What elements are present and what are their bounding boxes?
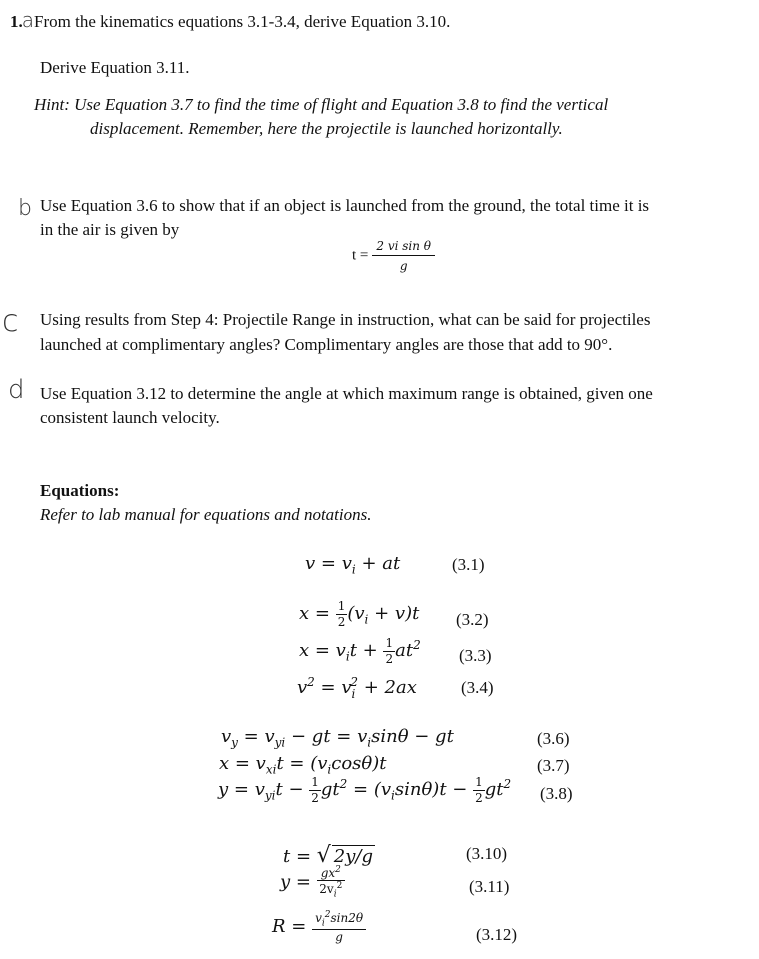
- handwritten-letter-d: d: [8, 375, 25, 405]
- question-1-text: From the kinematics equations 3.1-3.4, derive Equation 3.10.: [34, 12, 451, 31]
- formula-lhs: t =: [352, 247, 369, 264]
- equation-3-7: $x = v_{xi}t = (v_i\cos\theta)t$: [219, 753, 387, 777]
- question-b-line-2: in the air is given by: [40, 220, 180, 239]
- equation-3-3: $x = v_it$ + $\frac{1}{2}$ $at^2$: [299, 636, 421, 666]
- question-b-line-1: Use Equation 3.6 to show that if an object is launched from the ground, the total time it is: [40, 196, 650, 215]
- equation-label-3-11: (3.11): [469, 877, 510, 896]
- equation-3-8: $y = v_{yi}t$ − $\frac{1}{2}$ $gt^2 = (v_i\sin\theta)t$ − $\frac{1}{2}$ $gt^2$: [218, 775, 512, 805]
- equation-3-4: $v^2 = v_i^2 + 2ax$: [297, 675, 417, 701]
- question-1-line: [10, 8, 450, 34]
- handwritten-letter-a: a: [21, 8, 35, 32]
- equation-3-11: y = $\frac{gx^2}{2v_i^2}$: [280, 866, 345, 899]
- equation-3-1: $v = v_i$ + at: [305, 553, 401, 577]
- equation-label-3-7: (3.7): [537, 756, 570, 775]
- equation-label-3-3: (3.3): [459, 646, 492, 665]
- hint-line-1: Hint: Use Equation 3.7 to find the time of flight and Equation 3.8 to find the vertical: [34, 95, 609, 114]
- question-number: 1.: [10, 12, 23, 31]
- equation-label-3-2: (3.2): [456, 610, 489, 629]
- question-d-line-2: consistent launch velocity.: [40, 408, 220, 427]
- handwritten-letter-c: c: [2, 304, 19, 339]
- handwritten-letter-b: b: [18, 196, 32, 221]
- time-of-flight-formula: [352, 240, 435, 272]
- question-c-line-1: Using results from Step 4: Projectile Range in instruction, what can be said for projectiles: [40, 310, 651, 329]
- equation-label-3-8: (3.8): [540, 784, 573, 803]
- equation-label-3-1: (3.1): [452, 555, 485, 574]
- question-d-line-1: Use Equation 3.12 to determine the angle at which maximum range is obtained, given one: [40, 384, 653, 403]
- equation-label-3-6: (3.6): [537, 729, 570, 748]
- equations-heading: Equations:: [40, 481, 120, 500]
- question-1-subtext: Derive Equation 3.11.: [40, 58, 190, 77]
- equation-label-3-12: (3.12): [476, 925, 518, 944]
- equation-label-3-10: (3.10): [466, 844, 508, 863]
- question-c-line-2: launched at complimentary angles? Complimentary angles are those that add to 90°.: [40, 335, 613, 354]
- equation-3-2: x = $\frac{1}{2}$ $(v_i + v)t$: [299, 599, 420, 629]
- equation-3-6: $v_y = v_{yi}$ − gt = $v_i\sin\theta$ − gt: [221, 726, 454, 750]
- equations-subheading: Refer to lab manual for equations and notations.: [40, 505, 372, 524]
- formula-numerator: 2 vi sin θ: [372, 240, 435, 256]
- equation-3-12: R = $\frac{v_i^2\sin 2\theta}{g}$: [272, 911, 366, 943]
- equation-3-10: t = √ 2y/g: [283, 843, 374, 868]
- hint-line-2: displacement. Remember, here the projectile is launched horizontally.: [90, 119, 563, 138]
- equation-label-3-4: (3.4): [461, 678, 494, 697]
- formula-denominator: g: [399, 258, 408, 273]
